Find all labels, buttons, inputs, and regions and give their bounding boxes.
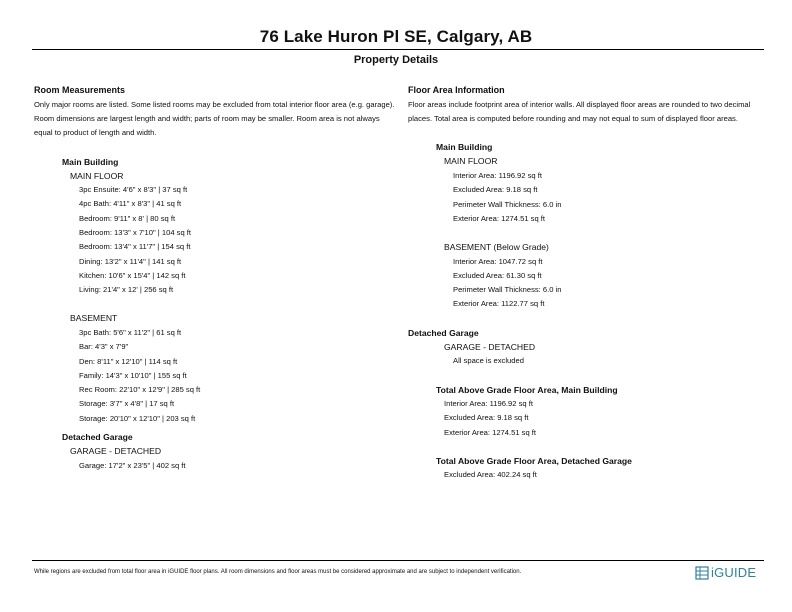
area-row: All space is excluded (453, 356, 524, 366)
room-row: Dining: 13'2" x 11'4" | 141 sq ft (79, 256, 182, 266)
room-row: 3pc Ensuite: 4'6" x 8'3" | 37 sq ft (79, 185, 188, 195)
room-row: Bedroom: 13'4" x 11'7" | 154 sq ft (79, 242, 191, 252)
main-floor-label: MAIN FLOOR (70, 170, 124, 181)
room-row: Family: 14'3" x 10'10" | 155 sq ft (79, 370, 187, 380)
room-row: Storage: 20'10" x 12'10" | 203 sq ft (79, 413, 196, 423)
floor-area-section (408, 84, 770, 483)
room-row: Living: 21'4" x 12' | 256 sq ft (79, 285, 174, 295)
page-title: 76 Lake Huron Pl SE, Calgary, AB (259, 27, 533, 46)
area-row: Interior Area: 1047.72 sq ft (453, 256, 543, 266)
total-main-heading: Total Above Grade Floor Area, Main Building (436, 384, 618, 395)
area-row: Excluded Area: 402.24 sq ft (444, 470, 537, 480)
footer-divider (32, 560, 764, 561)
area-row: Exterior Area: 1122.77 sq ft (453, 299, 545, 309)
area-row: Perimeter Wall Thickness: 6.0 in (453, 199, 562, 209)
area-row: Interior Area: 1196.92 sq ft (453, 170, 542, 180)
basement-label: BASEMENT (70, 313, 118, 324)
iguide-logo (695, 565, 756, 580)
total-garage-heading: Total Above Grade Floor Area, Detached Garage (436, 456, 632, 467)
floor-area-heading: Floor Area Information (408, 85, 505, 95)
iguide-logo-text: iGUIDE (711, 565, 757, 580)
area-row: Exterior Area: 1274.51 sq ft (453, 213, 546, 223)
area-row: Excluded Area: 9.18 sq ft (444, 413, 529, 423)
area-row: Excluded Area: 9.18 sq ft (453, 185, 538, 195)
room-row: Den: 8'11" x 12'10" | 114 sq ft (79, 356, 178, 366)
room-measurements-note: Only major rooms are listed. Some listed rooms may be excluded from total interior floor area (e.g. garage). Room dimensions are largest length and width; parts of room may be smaller. Room area is not always equal to product of length and width. (34, 100, 395, 138)
room-row: Garage: 17'2" x 23'5" | 402 sq ft (79, 460, 186, 470)
basement-label: BASEMENT (Below Grade) (444, 242, 549, 253)
room-row: Storage: 3'7" x 4'8" | 17 sq ft (79, 399, 175, 409)
footer-disclaimer: While regions are excluded from total floor area in iGUIDE floor plans. All room dimensions and floor areas must be considered approximate and are subject to independent verification. (34, 569, 522, 575)
room-row: Rec Room: 22'10" x 12'9" | 285 sq ft (79, 385, 201, 395)
main-building-heading: Main Building (436, 142, 493, 153)
garage-floor-label: GARAGE - DETACHED (70, 446, 162, 457)
room-row: Bedroom: 9'11" x 8' | 80 sq ft (79, 213, 176, 223)
area-row: Excluded Area: 61.30 sq ft (453, 270, 542, 280)
page-subtitle: Property Details (353, 54, 439, 66)
room-row: 3pc Bath: 5'6" x 11'2" | 61 sq ft (79, 327, 182, 337)
area-row: Exterior Area: 1274.51 sq ft (444, 427, 537, 437)
header-divider (32, 49, 764, 50)
floor-area-note: Floor areas include footprint area of interior walls. All displayed floor areas are rounded to two decimal places. Total area is computed before rounding and may not equal to sum of displayed floor areas. (408, 100, 751, 124)
room-measurements-heading: Room Measurements (34, 85, 126, 95)
room-row: 4pc Bath: 4'11" x 8'3" | 41 sq ft (79, 199, 182, 209)
room-row: Bedroom: 13'3" x 7'10" | 104 sq ft (79, 228, 192, 237)
detached-garage-heading: Detached Garage (62, 432, 133, 443)
main-floor-label: MAIN FLOOR (444, 156, 498, 167)
detached-garage-heading: Detached Garage (408, 327, 479, 338)
room-measurements-section (34, 84, 396, 473)
area-row: Perimeter Wall Thickness: 6.0 in (453, 285, 562, 295)
garage-floor-label: GARAGE - DETACHED (444, 341, 536, 352)
area-row: Interior Area: 1196.92 sq ft (444, 398, 533, 408)
main-building-heading: Main Building (62, 156, 119, 167)
room-row: Kitchen: 10'6" x 15'4" | 142 sq ft (79, 270, 186, 280)
iguide-logo-icon (695, 566, 709, 580)
room-row: Bar: 4'3" x 7'9" (79, 342, 129, 352)
